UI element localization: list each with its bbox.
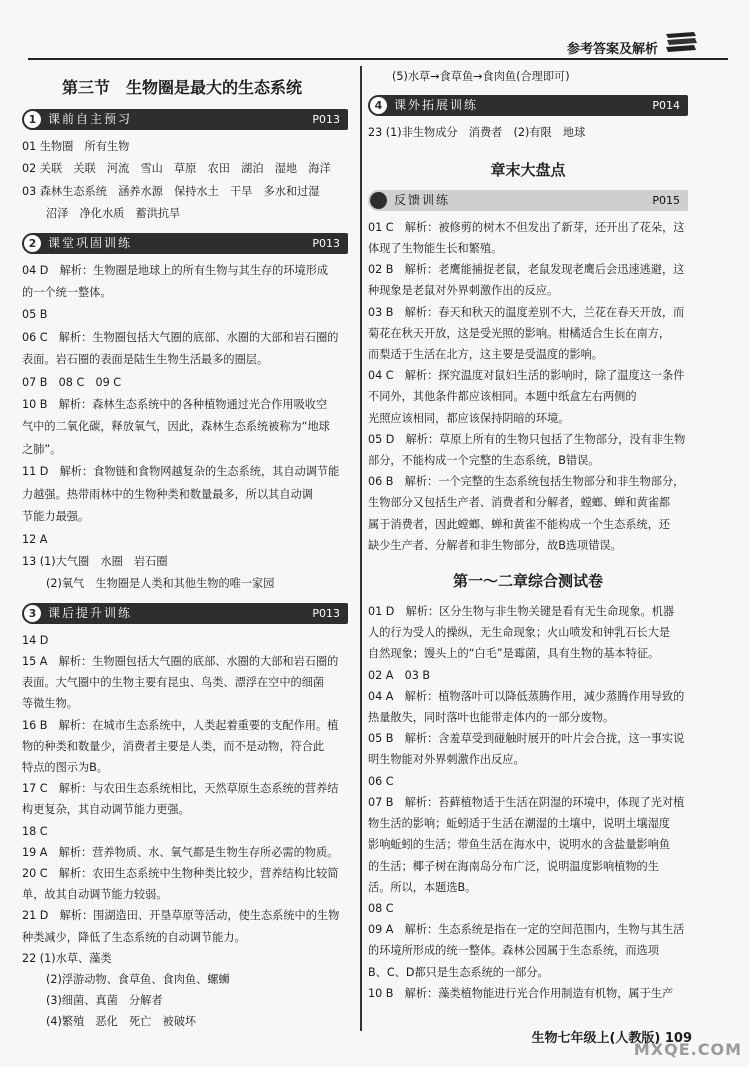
answer-line: 06 B 解析：一个完整的生态系统包括生物部分和非生物部分， [368,475,685,489]
answer-line: 04 C 解析：探究温度对鼠妇生活的影响时，除了温度这一条件 [368,369,685,383]
header-label: 参考答案及解析 [566,42,658,57]
answer-line: 01 D 解析：区分生物与非生物关键是看有无生命现象。机器 [368,605,675,619]
answer-line: 缺少生产者、分解者和非生物部分，故B选项错误。 [368,538,622,552]
answer-line: 02 B 解析：老鹰能捕捉老鼠，老鼠发现老鹰后会迅速逃避，这 [368,263,685,277]
bar-class-practice [22,233,348,254]
section-title: 生物圈是最大的生态系统 [126,78,303,97]
bar-page-ref: P013 [312,606,340,620]
bar-feedback [368,190,688,211]
answer-line: 物生活的影响；蚯蚓适于生活在潮湿的土壤中，说明土壤湿度 [368,817,671,831]
answer-line: 活。所以，本题选B。 [368,880,477,894]
left-column [22,66,348,1033]
bar-title: 课前自主预习 [48,112,133,126]
answer-line: 02 关联 关联 河流 雪山 草原 农田 湖泊 湿地 海洋 [22,162,331,176]
answer-line: 01 生物圈 所有生物 [22,140,130,153]
answer-line: 02 A 03 B [368,668,431,682]
answer-line: 表面。岩石圈的表面是陆生生物生活最多的圈层。 [22,353,269,367]
section-number: 第三节 [62,78,111,97]
answer-line: 人的行为受人的操纵，无生命现象；火山喷发和钟乳石长大是 [368,626,671,640]
answer-line: 物的种类和数量少，消费者主要是人类，而不是动物，符合此 [22,739,325,753]
answer-line: 04 D 解析：生物圈是地球上的所有生物与其生存的环境形成 [22,263,329,277]
answer-line: 沼泽 净化水质 蓄洪抗旱 [46,207,181,221]
answer-line: 特点的图示为B。 [22,760,108,774]
answer-line: 23 (1)非生物成分 消费者 (2)有限 地球 [368,126,586,140]
answer-line: 表面。大气圈中的生物主要有昆虫、鸟类、漂浮在空中的细菌 [22,676,325,690]
answer-line: 20 C 解析：农田生态系统中生物种类比较少，营养结构比较简 [22,866,339,880]
bar-page-ref: P013 [312,236,340,250]
answer-line: 12 A [22,532,48,546]
bar-number: 2 [24,235,41,252]
answer-line: 11 D 解析：食物链和食物网越复杂的生态系统，其自动调节能 [22,465,340,479]
watermark: MXQE.COM [633,1040,742,1059]
answer-line: 等微生物。 [22,697,78,711]
answer-line: 的一个统一整体。 [22,286,112,300]
section-heading [22,66,348,102]
header-rule [28,58,728,60]
answer-line: 01 C 解析：被修剪的树木不但发出了新芽，还开出了花朵，这 [368,220,685,234]
answer-line: 不同外，其他条件都应该相同。本题中纸盒左右两侧的 [368,390,637,404]
answer-line: 节能力最强。 [22,510,90,524]
bar-after-class [22,603,348,624]
answer-line: 热量散失，同时落叶也能带走体内的一部分废物。 [368,711,615,725]
answer-line: 生物部分又包括生产者、消费者和分解者，螳螂、蝉和黄雀都 [368,496,671,510]
answer-line: 菊花在秋天开放，这是受光照的影响。柑橘适合生长在南方， [368,326,671,340]
bar-title: 课后提升训练 [48,605,133,620]
answer-line: 部分，不能构成一个完整的生态系统，B错误。 [368,454,600,468]
bar-title: 反馈训练 [394,192,451,207]
bar-number: 4 [370,97,387,114]
answer-line: 05 B [22,308,48,322]
bar-page-ref: P013 [312,113,340,126]
answer-line: 06 C [368,774,394,788]
answer-line: (5)水草→食草鱼→食肉鱼(合理即可) [392,70,570,83]
answer-line: 03 B 解析：春天和秋天的温度差别不大，兰花在春天开放，而 [368,305,685,319]
answer-line: 而梨适于生活在北方，这主要是受温度的影响。 [368,348,603,362]
answer-line: 属于消费者，因此螳螂、蝉和黄雀不能构成一个生态系统，还 [368,517,671,531]
bar-number: 3 [24,605,41,622]
answer-line: 09 A 解析：生态系统是指在一定的空间范围内，生物与其生活 [368,923,685,937]
bar-extension [368,95,688,116]
bar-page-ref: P015 [652,193,680,207]
column-divider [360,66,362,1031]
answer-line: (2)氧气 生物圈是人类和其他生物的唯一家园 [46,577,275,591]
answer-line: 22 (1)水草、藻类 [22,951,112,965]
answer-line: 10 B 解析：森林生态系统中的各种植物通过光合作用吸收空 [22,398,328,412]
answer-line: 17 C 解析：与农田生态系统相比，天然草原生态系统的营养结 [22,782,339,796]
answer-line: 08 C [368,901,394,915]
answer-line: 15 A 解析：生物圈包括大气圈的底部、水圈的大部和岩石圈的 [22,654,339,668]
answer-line: 04 A 解析：植物落叶可以降低蒸腾作用，减少蒸腾作用导致的 [368,689,685,703]
bar-title: 课外拓展训练 [394,98,479,113]
bar-page-ref: P014 [652,99,680,113]
footer-subject: 生物七年级上(人教版) 109 [531,1031,692,1046]
right-column [368,66,688,1004]
bar-number: 1 [24,111,41,128]
answer-line: 13 (1)大气圈 水圈 岩石圈 [22,554,168,568]
answer-line: 体现了生物能生长和繁殖。 [368,242,503,256]
answer-line: (2)浮游动物、食草鱼、食肉鱼、螺蛳 [46,972,230,986]
answer-line: (3)细菌、真菌 分解者 [46,994,163,1008]
answer-line: 明生物能对外界刺激作出反应。 [368,753,525,767]
answer-line: 的环境所形成的统一整体。森林公园属于生态系统，而选项 [368,944,659,958]
answer-line: 14 D [22,633,49,647]
answer-line: 06 C 解析：生物圈包括大气圈的底部、水圈的大部和岩石圈的 [22,330,339,344]
answer-line: 21 D 解析：围湖造田、开垦草原等活动，使生态系统中的生物 [22,909,340,923]
bar-badge [370,192,387,209]
answer-line: 影响蚯蚓的生活；带鱼生活在海水中，说明水的含盐量影响鱼 [368,838,671,852]
answer-line: B、C、D都只是生态系统的一部分。 [368,965,549,979]
bar-pre-study [22,109,348,130]
answer-line: (4)繁殖 恶化 死亡 被破坏 [46,1015,197,1029]
answer-line: 19 A 解析：营养物质、水、氧气都是生物生存所必需的物质。 [22,845,339,859]
answer-line: 16 B 解析：在城市生态系统中，人类起着重要的支配作用。植 [22,718,339,732]
chapter-review-title: 章末大盘点 [490,160,566,179]
books-icon [664,30,698,56]
answer-line: 种类减少，降低了生态系统的自动调节能力。 [22,930,246,944]
answer-line: 07 B 08 C 09 C [22,375,122,389]
answer-line: 07 B 解析：苔藓植物适于生活在阴湿的环境中，体现了光对植 [368,795,685,809]
answer-line: 光照应该相同，都应该保持阴暗的环境。 [368,411,570,425]
answer-line: 气中的二氧化碳，释放氧气，因此，森林生态系统被称为“地球 [22,420,330,434]
answer-line: 单，故其自动调节能力较弱。 [22,888,168,902]
test-title: 第一～二章综合测试卷 [452,572,603,591]
answer-line: 05 B 解析：含羞草受到碰触时展开的叶片会合拢，这一事实说 [368,732,685,746]
answer-line: 10 B 解析：藻类植物能进行光合作用制造有机物，属于生产 [368,986,674,1000]
answer-line: 种现象是老鼠对外界刺激作出的反应。 [368,284,559,298]
answer-line: 之肺”。 [22,442,62,456]
bar-title: 课堂巩固训练 [48,235,133,250]
answer-line: 18 C [22,824,48,838]
answer-line: 力越强。热带雨林中的生物种类和数量最多，所以其自动调 [22,487,313,501]
answer-line: 05 D 解析：草原上所有的生物只包括了生物部分，没有非生物 [368,432,686,446]
answer-line: 的生活；椰子树在海南岛分布广泛，说明温度影响植物的生 [368,859,659,873]
answer-line: 03 森林生态系统 涵养水源 保持水土 干旱 多水和过湿 [22,184,320,198]
answer-line: 构更复杂，其自动调节能力更强。 [22,803,190,817]
answer-line: 自然现象；馒头上的“白毛”是霉菌，具有生物的基本特征。 [368,647,660,661]
